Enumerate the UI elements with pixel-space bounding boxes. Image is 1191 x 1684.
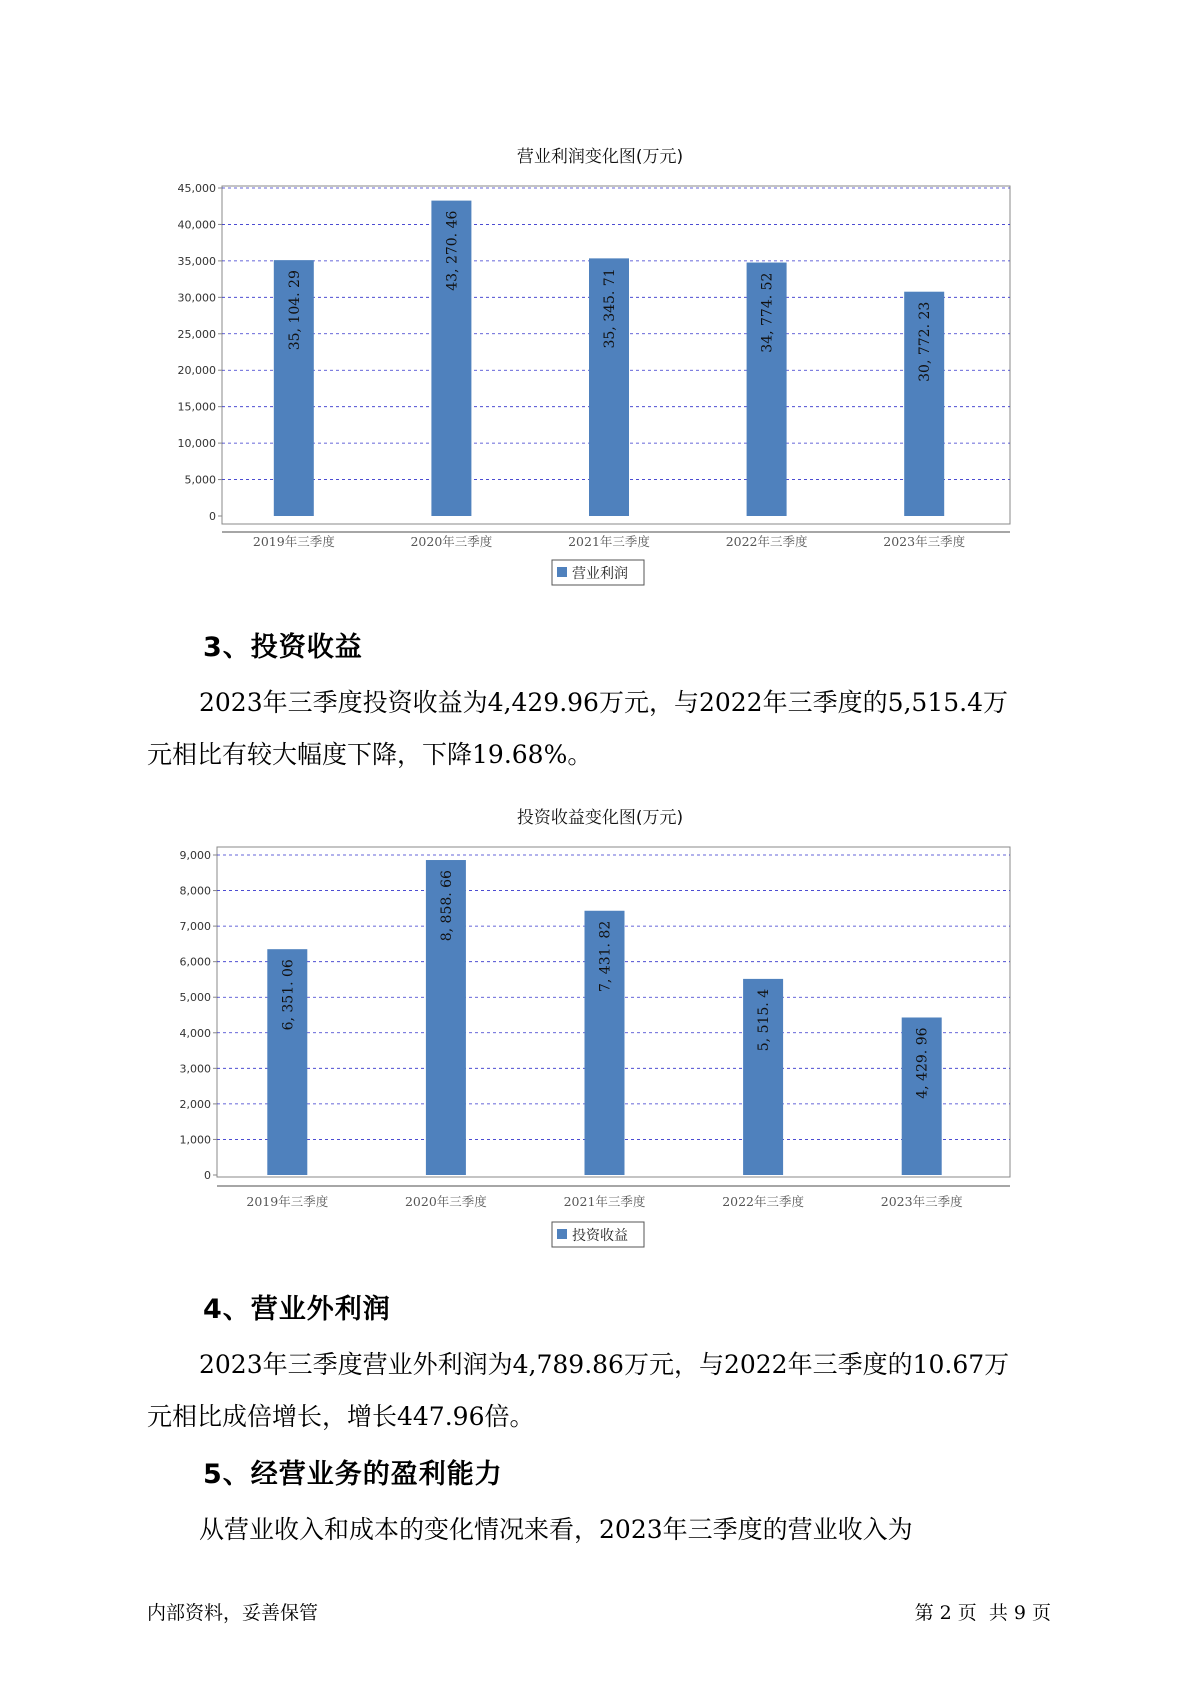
x-tick-label: 2022年三季度: [725, 534, 808, 549]
x-tick-label: 2020年三季度: [410, 534, 493, 549]
profitability-paragraph: [147, 1504, 1067, 1556]
section-heading-profitability: 5、经营业务的盈利能力: [203, 1459, 503, 1490]
bar-value-label: 43, 270. 46: [444, 210, 461, 291]
bar-value-label: 6, 351. 06: [280, 959, 297, 1031]
chart-title: 营业利润变化图(万元): [516, 147, 684, 167]
section-heading-non-operating: 4、营业外利润: [203, 1294, 391, 1325]
y-tick-label: 3,000: [179, 1062, 211, 1076]
x-tick-label: 2019年三季度: [246, 1194, 329, 1209]
y-tick-label: 35,000: [177, 254, 216, 268]
bar-value-label: 35, 345. 71: [602, 268, 618, 349]
y-tick-label: 8,000: [179, 884, 211, 898]
bar-value-label: 4, 429. 96: [914, 1027, 931, 1099]
chart-title: 投资收益变化图(万元): [516, 808, 684, 828]
legend-label: 投资收益: [572, 1228, 628, 1244]
paragraph-line: 元相比有较大幅度下降，下降19.68%。: [147, 740, 593, 769]
bar-value-label: 35, 104. 29: [286, 270, 303, 351]
legend-label: 营业利润: [572, 566, 628, 582]
y-tick-label: 0: [209, 510, 216, 523]
bar-value-label: 30, 772. 23: [917, 301, 934, 382]
y-tick-label: 0: [204, 1169, 211, 1182]
non-operating-paragraph: [147, 1339, 1067, 1443]
paragraph-line: 2023年三季度投资收益为4,429.96万元，与2022年三季度的5,515.4万: [199, 688, 1008, 717]
x-tick-label: 2019年三季度: [252, 534, 335, 549]
y-tick-label: 15,000: [177, 400, 216, 414]
y-tick-label: 20,000: [177, 364, 216, 378]
y-tick-label: 40,000: [177, 218, 216, 232]
y-tick-label: 6,000: [179, 955, 211, 969]
y-tick-label: 10,000: [177, 437, 216, 451]
y-tick-label: 9,000: [179, 849, 211, 862]
y-tick-label: 5,000: [179, 991, 211, 1005]
bar-value-label: 8, 858. 66: [438, 870, 455, 942]
footer-page-number: 第 2 页 共 9 页: [914, 1602, 1051, 1624]
x-tick-label: 2023年三季度: [880, 1194, 963, 1209]
x-tick-label: 2020年三季度: [404, 1194, 487, 1209]
x-tick-label: 2021年三季度: [568, 534, 650, 549]
footer-confidential-note: 内部资料，妥善保管: [147, 1602, 319, 1624]
bar-value-label: 5, 515. 4: [756, 988, 773, 1052]
paragraph-line: 2023年三季度营业外利润为4,789.86万元，与2022年三季度的10.67万: [199, 1350, 1010, 1379]
x-tick-label: 2022年三季度: [722, 1194, 805, 1209]
y-tick-label: 25,000: [177, 327, 216, 341]
paragraph-line: 元相比成倍增长，增长447.96倍。: [147, 1402, 535, 1431]
y-tick-label: 4,000: [179, 1026, 211, 1040]
x-tick-label: 2023年三季度: [883, 534, 966, 549]
y-tick-label: 7,000: [179, 920, 211, 934]
y-tick-label: 45,000: [177, 182, 216, 195]
y-tick-label: 5,000: [184, 473, 216, 487]
legend: [552, 1222, 644, 1247]
paragraph-line: 从营业收入和成本的变化情况来看，2023年三季度的营业收入为: [199, 1515, 913, 1544]
x-tick-label: 2021年三季度: [563, 1194, 646, 1209]
section-heading-investment: 3、投资收益: [203, 632, 363, 663]
legend-swatch: [557, 1229, 567, 1239]
bar-value-label: 7, 431. 82: [597, 920, 614, 993]
bar-value-label: 34, 774. 52: [759, 272, 776, 353]
y-tick-label: 30,000: [177, 291, 216, 305]
y-tick-label: 1,000: [179, 1133, 211, 1147]
y-tick-label: 2,000: [179, 1097, 211, 1111]
